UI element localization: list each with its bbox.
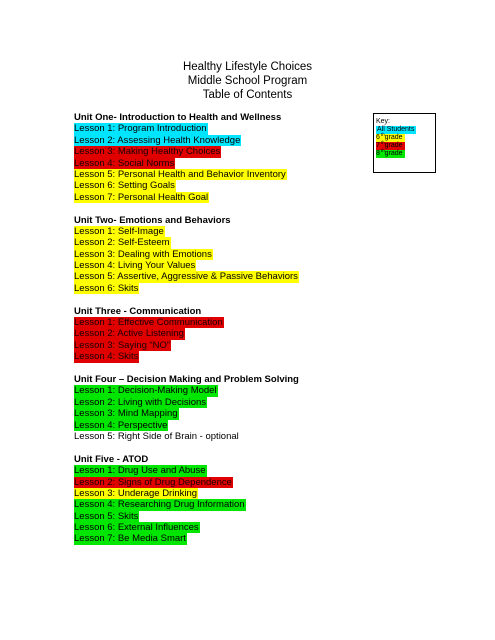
unit-heading: Unit Two- Emotions and Behaviors xyxy=(74,214,231,226)
lesson-item xyxy=(74,328,374,339)
lesson-label: Lesson 5: Skits xyxy=(74,510,139,522)
lesson-item xyxy=(74,260,374,271)
key-grade-text: grade xyxy=(384,142,403,149)
key-grade-suffix: th xyxy=(380,140,385,145)
lesson-label: Lesson 2: Self-Esteem xyxy=(74,237,170,249)
key-heading: Key: xyxy=(376,118,391,125)
unit-heading: Unit Three - Communication xyxy=(74,305,202,317)
lesson-item xyxy=(74,169,374,180)
lesson-item xyxy=(74,431,374,442)
lesson-item xyxy=(74,499,374,510)
lesson-item xyxy=(74,488,374,499)
lesson-label: Lesson 5: Personal Health and Behavior Inventory xyxy=(74,168,286,180)
key-grade-suffix: th xyxy=(380,132,385,137)
lesson-label: Lesson 5: Assertive, Aggressive & Passive Behaviors xyxy=(74,271,298,283)
lesson-item xyxy=(74,420,374,431)
key-grade-number: 7 xyxy=(376,142,380,149)
key-swatch-label xyxy=(376,150,405,158)
lesson-label: Lesson 2: Assessing Health Knowledge xyxy=(74,134,241,146)
lesson-label: Lesson 1: Decision-Making Model xyxy=(74,385,217,397)
unit-heading: Unit One- Introduction to Health and Wellness xyxy=(74,112,282,123)
title-line-toc: Table of Contents xyxy=(202,89,293,101)
lesson-item xyxy=(74,317,374,328)
key-grade-number: 8 xyxy=(376,150,380,157)
unit-spacer xyxy=(74,203,374,214)
lesson-label: Lesson 3: Underage Drinking xyxy=(74,487,198,499)
lesson-label: Lesson 1: Effective Communication xyxy=(74,317,223,329)
lesson-item xyxy=(74,158,374,169)
lesson-item xyxy=(74,192,374,203)
lesson-item xyxy=(74,397,374,408)
lesson-item xyxy=(74,146,374,157)
lesson-label: Lesson 6: External Influences xyxy=(74,522,199,534)
lesson-label: Lesson 2: Signs of Drug Dependence xyxy=(74,476,232,488)
lesson-item xyxy=(74,123,374,134)
lesson-label: Lesson 6: Setting Goals xyxy=(74,180,175,192)
key-grade-number: 6 xyxy=(376,134,380,141)
lesson-item xyxy=(74,180,374,191)
lesson-label: Lesson 7: Personal Health Goal xyxy=(74,191,209,203)
lesson-item xyxy=(74,283,374,294)
lesson-label: Lesson 3: Mind Mapping xyxy=(74,408,178,420)
lesson-item xyxy=(74,351,374,362)
lesson-item xyxy=(74,271,374,282)
lesson-label: Lesson 1: Drug Use and Abuse xyxy=(74,465,206,477)
table-of-contents xyxy=(74,112,374,545)
lesson-label: Lesson 4: Living Your Values xyxy=(74,260,196,272)
lesson-label: Lesson 3: Dealing with Emotions xyxy=(74,248,212,260)
lesson-label: Lesson 7: Be Media Smart xyxy=(74,533,186,545)
color-key-box xyxy=(373,113,436,173)
lesson-label: Lesson 3: Saying “NO” xyxy=(74,339,171,351)
key-grade-text: grade xyxy=(384,150,403,157)
unit-spacer xyxy=(74,294,374,305)
lesson-label: Lesson 5: Right Side of Brain - optional xyxy=(74,430,239,442)
lesson-item xyxy=(74,237,374,248)
lesson-label: Lesson 4: Social Norms xyxy=(74,157,175,169)
key-grade-text: All Students xyxy=(377,126,415,133)
unit-heading: Unit Five - ATOD xyxy=(74,453,149,465)
lesson-item xyxy=(74,522,374,533)
lesson-label: Lesson 4: Perspective xyxy=(74,419,168,431)
title-line-school-level: Middle School Program xyxy=(187,75,308,87)
lesson-item xyxy=(74,511,374,522)
lesson-item xyxy=(74,477,374,488)
lesson-item xyxy=(74,408,374,419)
lesson-item xyxy=(74,135,374,146)
lesson-label: Lesson 2: Living with Decisions xyxy=(74,396,207,408)
document-title xyxy=(0,60,495,102)
lesson-item xyxy=(74,533,374,544)
lesson-label: Lesson 4: Skits xyxy=(74,351,139,363)
lesson-label: Lesson 1: Program Introduction xyxy=(74,123,207,135)
key-item xyxy=(376,150,435,158)
lesson-label: Lesson 2: Active Listening xyxy=(74,328,184,340)
lesson-item xyxy=(74,385,374,396)
unit-heading: Unit Four – Decision Making and Problem Solving xyxy=(74,373,299,385)
key-grade-text: grade xyxy=(384,134,403,141)
lesson-label: Lesson 3: Making Healthy Choices xyxy=(74,146,221,158)
key-grade-suffix: th xyxy=(380,148,385,153)
lesson-label: Lesson 1: Self-Image xyxy=(74,225,164,237)
lesson-label: Lesson 6: Skits xyxy=(74,282,139,294)
unit-spacer xyxy=(74,442,374,453)
lesson-item xyxy=(74,226,374,237)
lesson-item xyxy=(74,340,374,351)
title-line-program-name: Healthy Lifestyle Choices xyxy=(182,61,313,73)
lesson-label: Lesson 4: Researching Drug Information xyxy=(74,499,245,511)
unit-spacer xyxy=(74,363,374,374)
lesson-item xyxy=(74,249,374,260)
lesson-item xyxy=(74,465,374,476)
